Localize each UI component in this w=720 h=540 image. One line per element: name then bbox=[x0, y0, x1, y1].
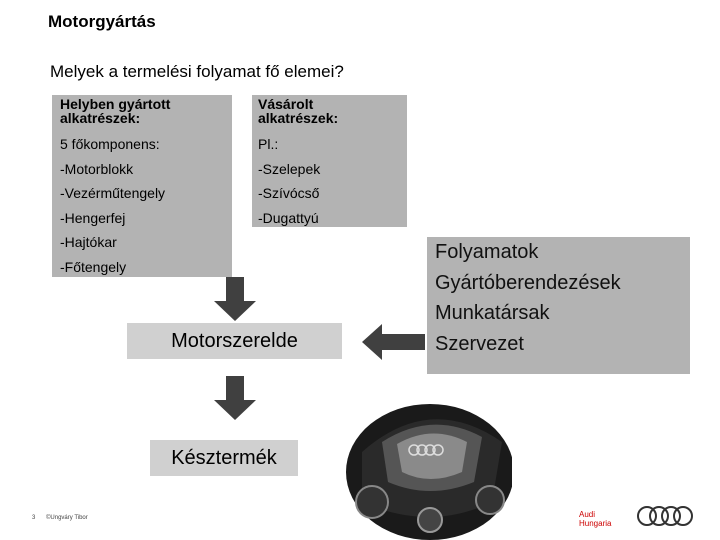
purchased-parts-heading: Vásárolt alkatrészek: bbox=[258, 96, 339, 126]
own-parts-line: -Hengerfej bbox=[60, 209, 126, 226]
engine-image bbox=[342, 382, 512, 540]
arrow-down-icon bbox=[212, 277, 258, 322]
resources-box bbox=[427, 237, 690, 374]
assembly-stage: Motorszerelde bbox=[127, 323, 342, 359]
resource-item: Gyártóberendezések bbox=[435, 271, 621, 294]
purchased-parts-line: Pl.: bbox=[258, 136, 279, 152]
slide-question: Melyek a termelési folyamat fő elemei? bbox=[50, 62, 344, 81]
own-parts-line: -Motorblokk bbox=[60, 160, 134, 177]
audi-rings-logo bbox=[636, 505, 694, 527]
purchased-parts-line: -Szívócső bbox=[258, 185, 320, 201]
resource-item: Folyamatok bbox=[435, 241, 539, 263]
purchased-parts-line: -Dugattyú bbox=[258, 209, 319, 226]
own-parts-line: -Főtengely bbox=[60, 258, 127, 275]
resource-item: Szervezet bbox=[435, 332, 524, 355]
purchased-parts-line: -Szelepek bbox=[258, 160, 321, 177]
purchased-parts-box bbox=[252, 95, 407, 227]
own-parts-line: -Hajtókar bbox=[60, 234, 117, 250]
page-number: 3 bbox=[32, 515, 36, 521]
arrow-left-icon bbox=[362, 322, 426, 362]
own-parts-heading: Helyben gyártott alkatrészek: bbox=[60, 96, 171, 126]
own-parts-line: -Vezérműtengely bbox=[60, 185, 166, 201]
copyright: ©Ungváry Tibor bbox=[46, 515, 88, 521]
arrow-down-icon bbox=[212, 376, 258, 421]
product-stage: Késztermék bbox=[150, 440, 298, 476]
brand-text: Audi Hungaria bbox=[579, 510, 612, 528]
own-parts-line: 5 főkomponens: bbox=[60, 136, 160, 152]
resource-item: Munkatársak bbox=[435, 302, 550, 324]
own-parts-box bbox=[52, 95, 232, 277]
slide-title: Motorgyártás bbox=[48, 12, 156, 31]
